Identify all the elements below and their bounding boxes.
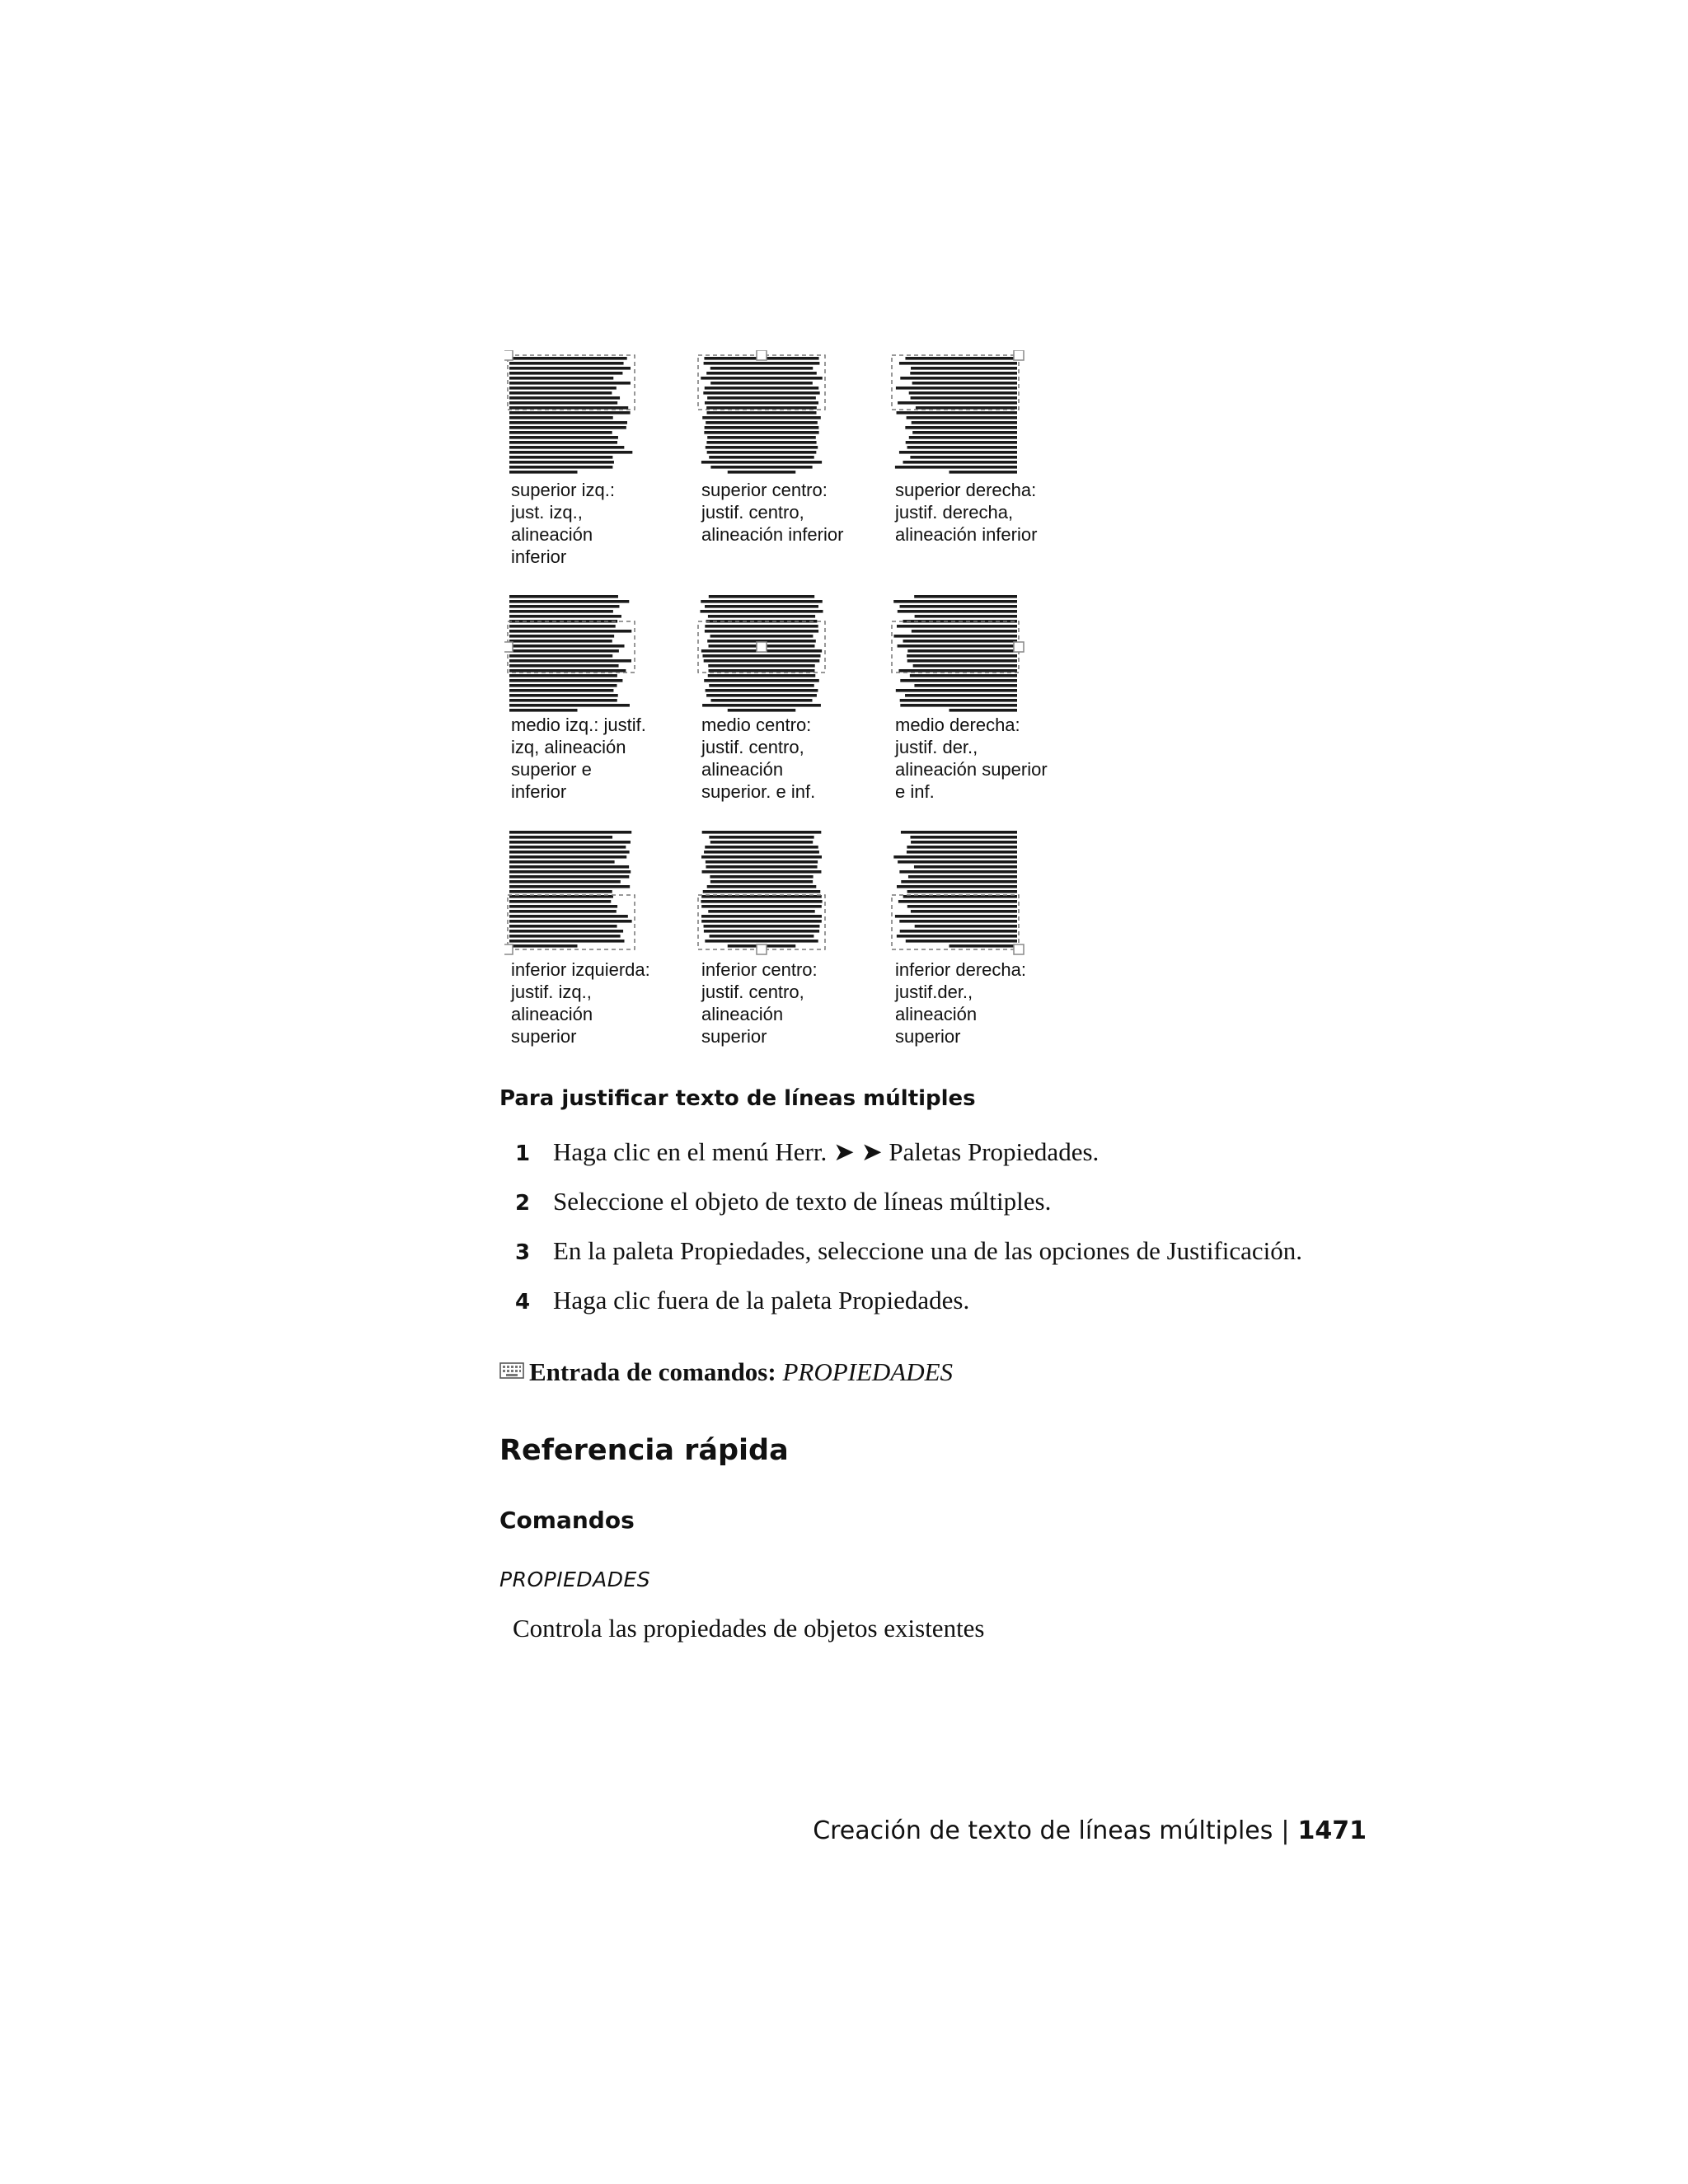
greeked-text-line bbox=[710, 880, 813, 883]
greeked-text-line bbox=[509, 421, 627, 424]
greeked-text-line bbox=[707, 396, 816, 400]
greeked-text-line bbox=[509, 699, 617, 702]
greeked-text-line bbox=[912, 630, 1017, 633]
command-entry bbox=[499, 1356, 953, 1387]
command-name: PROPIEDADES bbox=[499, 1568, 651, 1591]
figure-caption: medio derecha: justif. der., alineación superior e inf. bbox=[895, 715, 1048, 802]
greeked-text-line bbox=[706, 421, 818, 424]
greeked-text-line bbox=[509, 416, 613, 419]
figure-caption: superior derecha: justif. derecha, alineación inferior bbox=[895, 480, 1038, 545]
step-text: Seleccione el objeto de texto de líneas múltiples. bbox=[553, 1187, 1052, 1216]
greeked-text-line bbox=[509, 870, 631, 874]
greeked-text-line bbox=[509, 411, 631, 415]
greeked-text-line bbox=[509, 357, 627, 360]
greeked-text-line bbox=[509, 905, 617, 908]
greeked-text-line bbox=[702, 654, 820, 658]
greeked-text-line bbox=[509, 915, 628, 918]
commands-subheading: Comandos bbox=[499, 1507, 635, 1534]
grip-handle-icon bbox=[757, 642, 767, 652]
greeked-text-line bbox=[701, 855, 822, 859]
greeked-text-line bbox=[705, 387, 818, 390]
figure-caption: medio izq.: justif. izq, alineación superior e inferior bbox=[511, 715, 646, 802]
greeked-text-line bbox=[705, 846, 818, 849]
greeked-text-line bbox=[509, 890, 612, 893]
greeked-text-line bbox=[914, 865, 1017, 869]
greeked-text-line bbox=[509, 851, 630, 854]
step-text: Haga clic fuera de la paleta Propiedades. bbox=[553, 1286, 970, 1315]
text-block-thumbnail bbox=[889, 824, 1029, 956]
greeked-text-line bbox=[509, 401, 617, 405]
quick-reference-heading: Referencia rápida bbox=[499, 1434, 789, 1467]
figure-caption: superior izq.: just. izq., alineación inferior bbox=[511, 480, 615, 567]
greeked-text-line bbox=[706, 441, 816, 444]
greeked-text-line bbox=[893, 855, 1017, 859]
greeked-text-line bbox=[915, 925, 1017, 928]
grip-handle-icon bbox=[757, 944, 767, 954]
greeked-text-line bbox=[509, 846, 626, 849]
greeked-text-line bbox=[509, 940, 625, 943]
greeked-text-line bbox=[509, 382, 631, 385]
greeked-text-line bbox=[509, 654, 612, 658]
greeked-text-line bbox=[897, 935, 1017, 938]
command-description: Controla las propiedades de objetos existentes bbox=[513, 1614, 985, 1643]
greeked-text-line bbox=[509, 377, 613, 380]
greeked-text-line bbox=[701, 461, 822, 464]
greeked-text-line bbox=[701, 900, 822, 903]
greeked-text-line bbox=[914, 595, 1017, 598]
greeked-text-line bbox=[910, 372, 1017, 375]
greeked-text-line bbox=[701, 905, 822, 908]
greeked-text-line bbox=[907, 905, 1017, 908]
greeked-text-line bbox=[509, 406, 628, 410]
greeked-text-line bbox=[706, 446, 818, 449]
grip-handle-icon bbox=[504, 642, 513, 652]
greeked-text-line bbox=[509, 875, 629, 879]
greeked-text-line bbox=[509, 436, 618, 439]
greeked-text-line bbox=[509, 605, 619, 608]
greeked-text-line bbox=[509, 930, 623, 933]
greeked-text-line bbox=[906, 441, 1017, 444]
text-block-thumbnail bbox=[504, 824, 645, 956]
greeked-text-line bbox=[706, 694, 817, 697]
greeked-text-line bbox=[509, 664, 619, 668]
greeked-text-line bbox=[509, 836, 612, 839]
greeked-text-line bbox=[509, 451, 632, 454]
greeked-text-line bbox=[702, 831, 822, 834]
greeked-text-line bbox=[509, 649, 619, 653]
grip-handle-icon bbox=[1014, 944, 1024, 954]
step-text: En la paleta Propiedades, seleccione una de las opciones de Justificación. bbox=[553, 1236, 1303, 1265]
greeked-text-line bbox=[509, 831, 631, 834]
greeked-text-line bbox=[710, 367, 813, 370]
greeked-text-line bbox=[509, 600, 629, 603]
greeked-text-line bbox=[509, 640, 612, 643]
greeked-text-line bbox=[911, 367, 1017, 370]
greeked-text-line bbox=[893, 635, 1017, 638]
greeked-text-line bbox=[728, 471, 796, 474]
greeked-text-line bbox=[509, 391, 612, 395]
keyboard-icon bbox=[499, 1356, 524, 1385]
procedure-step bbox=[515, 1137, 1099, 1167]
greeked-text-line bbox=[708, 615, 815, 618]
grip-handle-icon bbox=[1014, 350, 1024, 360]
greeked-text-line bbox=[509, 855, 626, 859]
greeked-text-line bbox=[509, 944, 578, 948]
greeked-text-line bbox=[509, 674, 617, 677]
text-block-thumbnail bbox=[504, 588, 645, 720]
greeked-text-line bbox=[709, 456, 814, 459]
greeked-text-line bbox=[706, 406, 817, 410]
greeked-text-line bbox=[509, 441, 617, 444]
greeked-text-line bbox=[907, 654, 1017, 658]
greeked-text-line bbox=[909, 436, 1017, 439]
footer-chapter-title: Creación de texto de líneas múltiples bbox=[813, 1816, 1273, 1845]
greeked-text-line bbox=[509, 387, 617, 390]
greeked-text-line bbox=[707, 885, 817, 888]
greeked-text-line bbox=[509, 935, 621, 938]
greeked-text-line bbox=[701, 915, 822, 918]
greeked-text-line bbox=[911, 910, 1017, 913]
greeked-text-line bbox=[705, 401, 818, 405]
greeked-text-line bbox=[704, 362, 820, 365]
greeked-text-line bbox=[701, 377, 822, 380]
greeked-text-line bbox=[710, 935, 814, 938]
greeked-text-line bbox=[950, 471, 1018, 474]
page-number: 1471 bbox=[1297, 1816, 1367, 1845]
greeked-text-line bbox=[509, 684, 617, 687]
justification-figure bbox=[0, 0, 1688, 1071]
greeked-text-line bbox=[910, 674, 1017, 677]
greeked-text-line bbox=[900, 605, 1017, 608]
greeked-text-line bbox=[706, 865, 817, 869]
greeked-text-line bbox=[705, 630, 818, 633]
greeked-text-line bbox=[700, 610, 823, 613]
figure-caption: inferior izquierda: justif. izq., alineación superior bbox=[511, 959, 650, 1047]
greeked-text-line bbox=[898, 401, 1017, 405]
greeked-text-line bbox=[708, 664, 814, 668]
greeked-text-line bbox=[702, 870, 822, 874]
greeked-text-line bbox=[914, 684, 1017, 687]
greeked-text-line bbox=[899, 362, 1017, 365]
greeked-text-line bbox=[895, 915, 1017, 918]
step-number: 2 bbox=[515, 1191, 531, 1216]
greeked-text-line bbox=[509, 900, 611, 903]
greeked-text-line bbox=[903, 461, 1017, 464]
greeked-text-line bbox=[899, 451, 1017, 454]
figure-caption: superior centro: justif. centro, alineación inferior bbox=[701, 480, 844, 545]
greeked-text-line bbox=[509, 630, 631, 633]
greeked-text-line bbox=[912, 431, 1017, 434]
greeked-text-line bbox=[910, 456, 1017, 459]
greeked-text-line bbox=[705, 605, 818, 608]
greeked-text-line bbox=[710, 382, 813, 385]
greeked-text-line bbox=[907, 890, 1017, 893]
greeked-text-line bbox=[709, 836, 814, 839]
greeked-text-line bbox=[907, 649, 1017, 653]
greeked-text-line bbox=[906, 940, 1017, 943]
greeked-text-line bbox=[905, 426, 1017, 429]
greeked-text-line bbox=[702, 416, 821, 419]
grip-handle-icon bbox=[504, 350, 513, 360]
greeked-text-line bbox=[897, 411, 1017, 415]
greeked-text-line bbox=[701, 600, 823, 603]
greeked-text-line bbox=[509, 446, 624, 449]
step-number: 4 bbox=[515, 1290, 531, 1315]
greeked-text-line bbox=[707, 451, 817, 454]
greeked-text-line bbox=[898, 644, 1017, 648]
greeked-text-line bbox=[509, 669, 626, 673]
greeked-text-line bbox=[509, 396, 620, 400]
greeked-text-line bbox=[509, 635, 614, 638]
greeked-text-line bbox=[911, 396, 1017, 400]
greeked-text-line bbox=[907, 446, 1017, 449]
grip-handle-icon bbox=[504, 944, 513, 954]
greeked-text-line bbox=[509, 920, 632, 923]
greeked-text-line bbox=[706, 372, 817, 375]
greeked-text-line bbox=[950, 944, 1018, 948]
greeked-text-line bbox=[950, 709, 1018, 712]
greeked-text-line bbox=[509, 610, 613, 613]
greeked-text-line bbox=[901, 831, 1017, 834]
text-block-thumbnail bbox=[504, 350, 645, 482]
greeked-text-line bbox=[509, 841, 631, 844]
greeked-text-line bbox=[509, 659, 631, 663]
greeked-text-line bbox=[900, 930, 1017, 933]
greeked-text-line bbox=[509, 362, 624, 365]
greeked-text-line bbox=[705, 940, 818, 943]
greeked-text-line bbox=[509, 860, 615, 864]
greeked-text-line bbox=[893, 600, 1017, 603]
greeked-text-line bbox=[705, 625, 818, 628]
greeked-text-line bbox=[728, 709, 796, 712]
greeked-text-line bbox=[708, 910, 814, 913]
greeked-text-line bbox=[509, 694, 618, 697]
greeked-text-line bbox=[509, 461, 614, 464]
text-block-thumbnail bbox=[695, 350, 835, 482]
greeked-text-line bbox=[896, 689, 1017, 692]
greeked-text-line bbox=[900, 679, 1017, 682]
greeked-text-line bbox=[898, 860, 1017, 864]
step-text: Haga clic en el menú Herr. ➤ ➤ Paletas Propiedades. bbox=[553, 1137, 1100, 1166]
greeked-text-line bbox=[705, 426, 819, 429]
greeked-text-line bbox=[509, 679, 622, 682]
greeked-text-line bbox=[710, 466, 812, 469]
greeked-text-line bbox=[509, 595, 618, 598]
greeked-text-line bbox=[509, 704, 630, 707]
greeked-text-line bbox=[509, 456, 612, 459]
procedure-step bbox=[515, 1236, 1302, 1266]
greeked-text-line bbox=[509, 689, 613, 692]
greeked-text-line bbox=[703, 890, 821, 893]
greeked-text-line bbox=[704, 851, 819, 854]
greeked-text-line bbox=[509, 426, 626, 429]
greeked-text-line bbox=[707, 436, 816, 439]
greeked-text-line bbox=[509, 644, 625, 648]
grip-handle-icon bbox=[1014, 642, 1024, 652]
greeked-text-line bbox=[899, 870, 1017, 874]
text-block-thumbnail bbox=[695, 588, 835, 720]
greeked-text-line bbox=[897, 885, 1017, 888]
greeked-text-line bbox=[900, 704, 1017, 707]
greeked-text-line bbox=[708, 674, 816, 677]
greeked-text-line bbox=[509, 466, 612, 469]
footer-separator: | bbox=[1281, 1816, 1290, 1845]
greeked-text-line bbox=[900, 699, 1017, 702]
greeked-text-line bbox=[913, 664, 1017, 668]
greeked-text-line bbox=[702, 704, 821, 707]
greeked-text-line bbox=[911, 841, 1017, 844]
page-footer bbox=[813, 1816, 1367, 1845]
command-entry-label: Entrada de comandos: bbox=[529, 1357, 776, 1386]
text-block-thumbnail bbox=[889, 588, 1029, 720]
greeked-text-line bbox=[709, 595, 814, 598]
greeked-text-line bbox=[907, 416, 1017, 419]
greeked-text-line bbox=[704, 659, 820, 663]
greeked-text-line bbox=[907, 659, 1017, 663]
greeked-text-line bbox=[896, 387, 1017, 390]
greeked-text-line bbox=[704, 431, 818, 434]
step-number: 3 bbox=[515, 1240, 531, 1265]
greeked-text-line bbox=[706, 689, 818, 692]
greeked-text-line bbox=[905, 357, 1017, 360]
greeked-text-line bbox=[899, 920, 1017, 923]
greeked-text-line bbox=[710, 841, 813, 844]
greeked-text-line bbox=[895, 466, 1017, 469]
greeked-text-line bbox=[710, 635, 814, 638]
greeked-text-line bbox=[908, 875, 1017, 879]
greeked-text-line bbox=[907, 846, 1017, 849]
greeked-text-line bbox=[915, 615, 1017, 618]
greeked-text-line bbox=[509, 431, 612, 434]
greeked-text-line bbox=[903, 640, 1017, 643]
greeked-text-line bbox=[706, 860, 818, 864]
greeked-text-line bbox=[912, 421, 1017, 424]
step-number: 1 bbox=[515, 1141, 531, 1166]
greeked-text-line bbox=[916, 406, 1017, 410]
figure-caption: medio centro: justif. centro, alineación superior. e inf. bbox=[701, 715, 816, 802]
figure-caption: inferior centro: justif. centro, alineación superior bbox=[701, 959, 818, 1047]
greeked-text-line bbox=[912, 382, 1017, 385]
greeked-text-line bbox=[704, 679, 819, 682]
text-block-thumbnail bbox=[695, 824, 835, 956]
greeked-text-line bbox=[509, 865, 629, 869]
procedure-step bbox=[515, 1187, 1051, 1216]
command-entry-value: PROPIEDADES bbox=[782, 1357, 954, 1386]
greeked-text-line bbox=[907, 851, 1017, 854]
greeked-text-line bbox=[710, 699, 812, 702]
greeked-text-line bbox=[898, 900, 1017, 903]
greeked-text-line bbox=[905, 694, 1017, 697]
grip-handle-icon bbox=[757, 350, 767, 360]
greeked-text-line bbox=[709, 669, 815, 673]
greeked-text-line bbox=[509, 885, 630, 888]
greeked-text-line bbox=[703, 391, 819, 395]
greeked-text-line bbox=[910, 836, 1017, 839]
greeked-text-line bbox=[509, 880, 621, 883]
greeked-text-line bbox=[909, 391, 1017, 395]
greeked-text-line bbox=[709, 684, 814, 687]
greeked-text-line bbox=[509, 372, 622, 375]
greeked-text-line bbox=[704, 925, 820, 928]
procedure-title: Para justificar texto de líneas múltiples bbox=[499, 1086, 976, 1111]
greeked-text-line bbox=[898, 669, 1017, 673]
greeked-text-line bbox=[509, 471, 578, 474]
greeked-text-line bbox=[706, 411, 816, 415]
figure-caption: inferior derecha: justif.der., alineación superior bbox=[895, 959, 1026, 1047]
greeked-text-line bbox=[509, 910, 617, 913]
greeked-text-line bbox=[898, 610, 1017, 613]
text-block-thumbnail bbox=[889, 350, 1029, 482]
greeked-text-line bbox=[509, 367, 631, 370]
greeked-text-line bbox=[897, 625, 1017, 628]
procedure-step bbox=[515, 1286, 969, 1315]
greeked-text-line bbox=[900, 377, 1017, 380]
greeked-text-line bbox=[901, 880, 1017, 883]
greeked-text-line bbox=[509, 925, 617, 928]
greeked-text-line bbox=[509, 615, 621, 618]
greeked-text-line bbox=[701, 920, 822, 923]
greeked-text-line bbox=[509, 625, 616, 628]
greeked-text-line bbox=[710, 875, 813, 879]
greeked-text-line bbox=[704, 930, 819, 933]
greeked-text-line bbox=[509, 709, 578, 712]
